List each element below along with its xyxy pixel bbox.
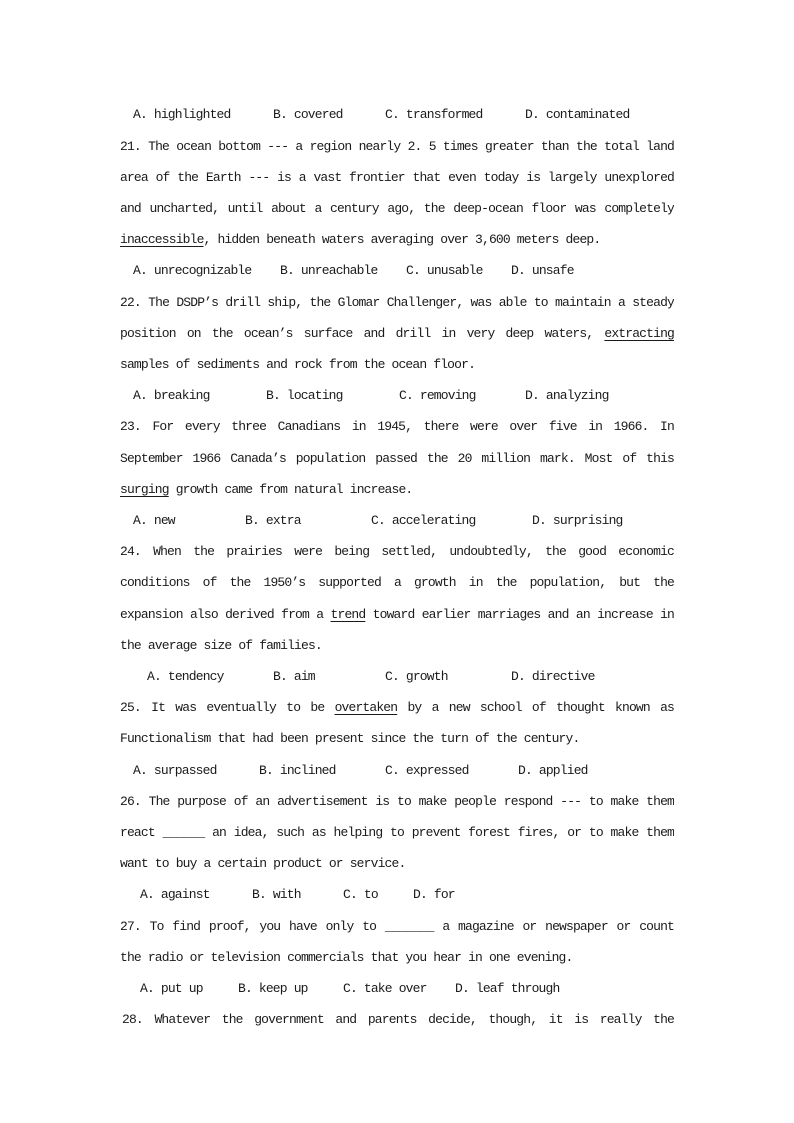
q21-line-3: and uncharted, until about a century ago, the deep-ocean floor was completely	[120, 201, 674, 216]
q24-option-c: C. growth	[385, 669, 448, 685]
q22-option-a: A. breaking	[133, 388, 210, 404]
q23-line-3	[120, 474, 674, 505]
q26-option-b: B. with	[252, 887, 301, 903]
q27-options	[0, 973, 794, 1004]
q26-option-d: D. for	[413, 887, 455, 903]
q24-option-d: D. directive	[511, 669, 595, 685]
q21-option-d: D. unsafe	[511, 263, 574, 279]
q27-line-1: 27. To find proof, you have only to _______ a magazine or newspaper or count	[120, 918, 674, 934]
q24-option-a: A. tendency	[147, 669, 224, 685]
q22-line-1: 22. The DSDP’s drill ship, the Glomar Challenger, was able to maintain a steady	[120, 294, 674, 310]
q20-options	[0, 99, 794, 130]
q22-options	[0, 380, 794, 411]
q27-option-d: D. leaf through	[455, 981, 560, 997]
q26-line-2: react ______ an idea, such as helping to prevent forest fires, or to make them	[120, 825, 674, 841]
q21-line-4	[120, 224, 674, 255]
q21-line-4-rest: , hidden beneath waters averaging over 3,600 meters deep.	[203, 232, 601, 248]
q21-option-a: A. unrecognizable	[133, 263, 252, 279]
q21-line-1: 21. The ocean bottom --- a region nearly 2. 5 times greater than the total land	[120, 138, 674, 154]
q21-options	[0, 255, 794, 286]
q22-option-d: D. analyzing	[525, 388, 609, 404]
q23-option-d: D. surprising	[532, 513, 623, 529]
q25-line-2: Functionalism that had been present since the turn of the century.	[120, 731, 580, 747]
q22-line-3: samples of sediments and rock from the ocean floor.	[120, 357, 476, 373]
q25-option-c: C. expressed	[385, 762, 469, 778]
q22-key-word: extracting	[604, 325, 674, 341]
q26-line-3: want to buy a certain product or service.	[120, 856, 406, 872]
q25-options	[0, 755, 794, 786]
q24-line-4: the average size of families.	[120, 637, 322, 653]
q22-line-2-start: position on the ocean’s surface and drill in very deep waters,	[120, 325, 605, 341]
q24-line-1: 24. When the prairies were being settled, undoubtedly, the good economic	[120, 544, 674, 560]
q23-options	[0, 505, 794, 536]
q27-option-c: C. take over	[343, 981, 427, 997]
q21-line-2: area of the Earth --- is a vast frontier that even today is largely unexplored	[120, 169, 674, 185]
q24-option-b: B. aim	[273, 669, 315, 685]
q23-line-1: 23. For every three Canadians in 1945, there were over five in 1966. In	[120, 419, 674, 435]
q27-option-a: A. put up	[140, 981, 203, 997]
q27-option-b: B. keep up	[238, 981, 308, 997]
q23-line-2: September 1966 Canada’s population passed the 20 million mark. Most of this	[120, 450, 674, 466]
q23-option-a: A. new	[133, 513, 175, 529]
q24-options	[0, 661, 794, 692]
exam-page-body	[0, 99, 794, 1035]
q22-line-2	[120, 318, 674, 349]
q25-option-b: B. inclined	[259, 762, 336, 778]
q21-option-c: C. unusable	[406, 263, 483, 279]
q25-line-1	[120, 692, 674, 723]
q28-line-1: 28. Whatever the government and parents decide, though, it is really the	[122, 1012, 674, 1028]
q23-line-3-rest: growth came from natural increase.	[168, 481, 413, 497]
q22-option-b: B. locating	[266, 388, 343, 404]
q23-option-b: B. extra	[245, 513, 301, 529]
q24-line-3-rest: toward earlier marriages and an increase in	[365, 606, 674, 622]
q26-options	[0, 879, 794, 910]
q25-line-1-start: 25. It was eventually to be	[120, 700, 335, 716]
q24-key-word: trend	[330, 606, 366, 622]
q26-line-1: 26. The purpose of an advertisement is to make people respond --- to make them	[120, 793, 674, 809]
q20-option-d: D. contaminated	[525, 107, 630, 123]
q26-option-c: C. to	[343, 887, 378, 903]
q25-option-a: A. surpassed	[133, 762, 217, 778]
q24-line-3-start: expansion also derived from a	[120, 606, 331, 622]
q25-line-1-rest: by a new school of thought known as	[397, 700, 674, 716]
q20-option-a: A. highlighted	[133, 107, 231, 123]
q27-line-2: the radio or television commercials that you hear in one evening.	[120, 949, 573, 965]
q20-option-c: C. transformed	[385, 107, 483, 123]
q22-option-c: C. removing	[399, 388, 476, 404]
q25-key-word: overtaken	[334, 700, 398, 716]
q24-line-2: conditions of the 1950’s supported a growth in the population, but the	[120, 575, 674, 591]
q20-option-b: B. covered	[273, 107, 343, 123]
q26-option-a: A. against	[140, 887, 210, 903]
q24-line-3	[120, 599, 674, 630]
q23-key-word: surging	[120, 481, 169, 497]
q21-option-b: B. unreachable	[280, 263, 378, 279]
q21-key-word: inaccessible	[120, 232, 204, 248]
q25-option-d: D. applied	[518, 762, 588, 778]
q23-option-c: C. accelerating	[371, 513, 476, 529]
